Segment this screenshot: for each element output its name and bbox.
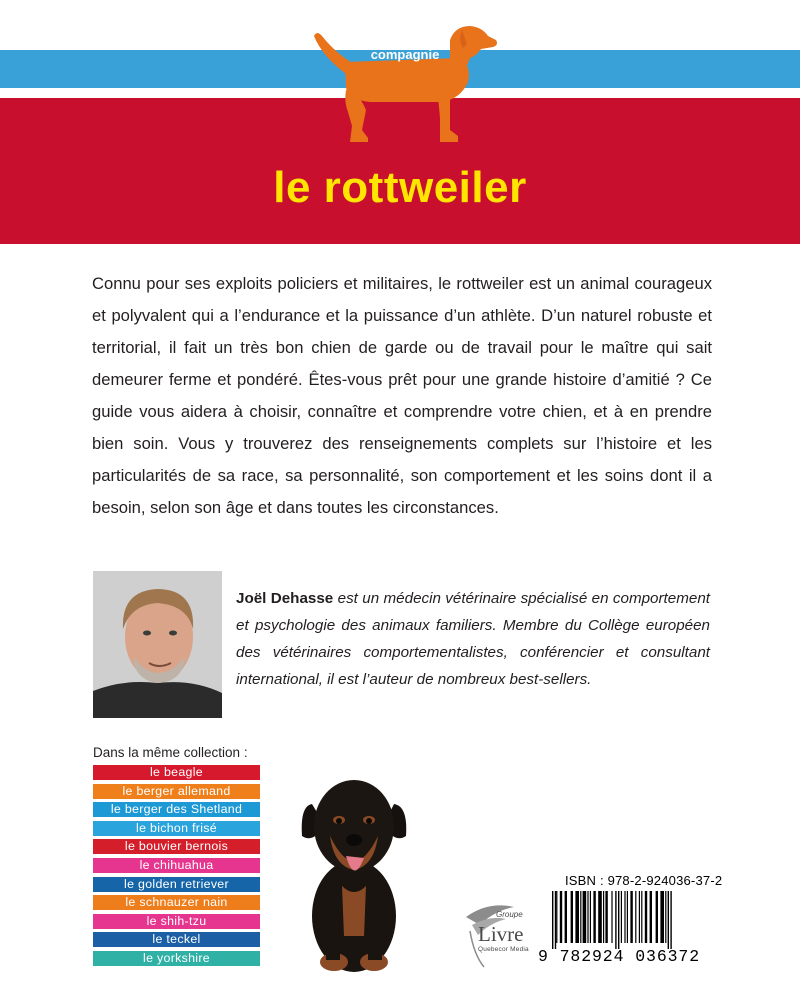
barcode-bar [668,891,669,949]
logo-word-compagnie: compagnie [370,47,440,62]
author-bio [236,585,710,693]
barcode-bar [555,891,556,949]
barcode-bar [618,891,619,949]
barcode-bar [603,891,604,943]
collection-item[interactable]: le teckel [93,932,260,947]
collection-item[interactable]: le schnauzer nain [93,895,260,910]
collection-item[interactable]: le beagle [93,765,260,780]
publisher-livre: Livre [478,922,524,946]
collection-item[interactable]: le yorkshire [93,951,260,966]
barcode-bar [598,891,602,943]
barcode-number: 9 782924 036372 [538,947,701,966]
barcode-bar [624,891,625,943]
barcode-bar [615,891,616,949]
collection-item[interactable]: le chihuahua [93,858,260,873]
barcode-bar [630,891,632,943]
author-photo [93,571,222,718]
barcode-bar [670,891,671,949]
rottweiler-puppy-image [290,766,420,976]
logo-word-de: de [434,38,446,49]
collection-list [93,765,260,970]
barcode-bar [605,891,607,943]
author-name: Joël Dehasse [236,590,334,607]
back-cover-description: Connu pour ses exploits policiers et militaires, le rottweiler est un animal courageux et polyvalent qui a l’endurance et la puissance d’un athlète. D’un naturel robuste et territorial, il fait un très bon chien de garde ou de travail pour le maître qui sait demeurer ferme et pondéré. Êtes-vous prêt pour une grande histoire d’amitié ? Ce guide vous aidera à choisir, connaître et comprendre votre chien, et à en prendre bien soin. Vous y trouverez des renseignements complets sur l’histoire et les particularités de sa race, sa personnalité, son comportement et les soins dont il a besoin, selon son âge et dans toutes les circonstances. [92,274,712,517]
barcode-bar [621,891,622,943]
author-bio-text: est un médecin vétérinaire spécialisé en comportement et psychologie des animaux familiers. Membre du Collège européen des vétérinaires comportementalistes, conférencier et consultant international, il est l’auteur de nombreux best-sellers. [236,590,710,688]
barcode-bar [560,891,562,943]
isbn-label: ISBN : 978-2-924036-37-2 [565,873,723,888]
publisher-media: Quebecor Media [478,946,529,953]
barcode-bar [552,891,553,949]
barcode-bar [627,891,628,943]
barcode-bar [580,891,581,943]
barcode-bar [665,891,666,943]
barcode-bar [556,891,557,943]
barcode-bar [571,891,573,943]
collection-item[interactable]: le bouvier bernois [93,839,260,854]
logo-word-chien: chien [385,31,430,50]
barcode-bar [590,891,591,943]
barcode-bar [583,891,587,943]
collection-item[interactable]: le shih-tzu [93,914,260,929]
barcode-bar [575,891,579,943]
collection-heading: Dans la même collection : [93,745,248,760]
barcode-bar [611,891,612,943]
barcode-bar [593,891,595,943]
collection-item[interactable]: le berger des Shetland [93,802,260,817]
barcode-bar [639,891,640,943]
book-title: le rottweiler [273,163,527,212]
collection-item[interactable]: le berger allemand [93,784,260,799]
barcode-bar [645,891,647,943]
barcode-bar [587,891,588,943]
barcode-bar [565,891,567,943]
barcode-bar [650,891,652,943]
barcode-bar [635,891,636,943]
barcode-bar [656,891,658,943]
barcode [550,891,712,949]
collection-item[interactable]: le bichon frisé [93,821,260,836]
collection-item[interactable]: le golden retriever [93,877,260,892]
publisher-groupe: Groupe [496,910,523,919]
logo-word-mon: mon [364,38,386,49]
barcode-bar [641,891,642,943]
collection-logo-text [345,32,465,61]
barcode-bar [660,891,664,943]
